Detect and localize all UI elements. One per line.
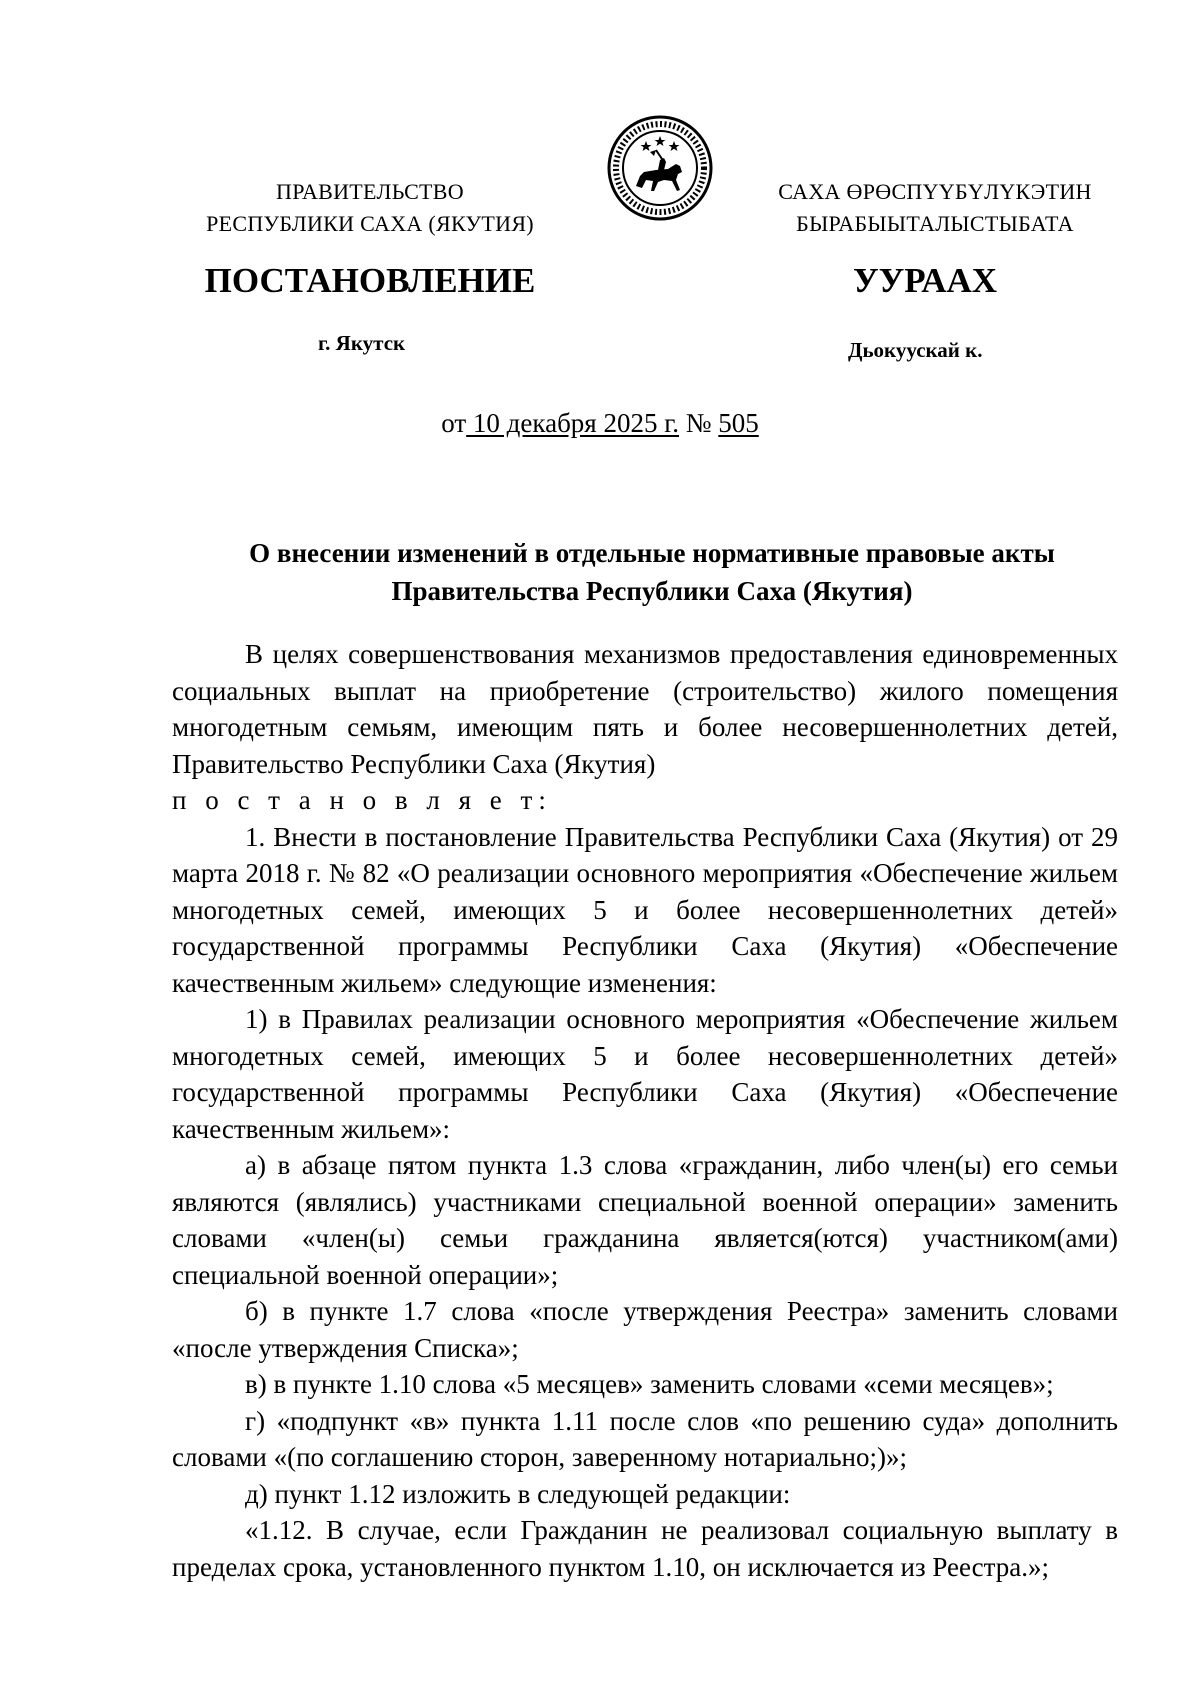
document-body xyxy=(172,636,1118,1585)
header-left-line1: ПРАВИТЕЛЬСТВО xyxy=(276,179,464,204)
document-number: 505 xyxy=(718,408,759,438)
coat-of-arms-emblem xyxy=(606,114,714,222)
title-line2: Правительства Республики Саха (Якутия) xyxy=(391,576,913,606)
number-sign: № xyxy=(679,408,719,438)
date-and-number-line xyxy=(300,406,900,440)
date-prefix: от xyxy=(441,408,467,438)
header-right-line2: БЫРАБЫЫТАЛЫСТЫБАТА xyxy=(796,211,1074,236)
paragraph-subitem-1: 1) в Правилах реализации основного мероприятия «Обеспечение жильем многодетных семей, имеющих 5 и более несовершеннолетних детей» государственной программы Республики Саха (Якутия) «Обеспечение качественным жильем»: xyxy=(172,1004,1118,1144)
paragraph-preamble: В целях совершенствования механизмов предоставления единовременных социальных выплат на приобретение (строительство) жилого помещения многодетным семьям, имеющим пять и более несовершеннолетних детей, Правительство Республики Саха (Якутия) xyxy=(172,639,1118,779)
government-header-yakut xyxy=(740,176,1130,240)
paragraph-subitem-v: в) в пункте 1.10 слова «5 месяцев» заменить словами «семи месяцев»; xyxy=(245,1369,1054,1399)
doc-type-russian: ПОСТАНОВЛЕНИЕ xyxy=(204,261,536,300)
paragraph-subitem-d: д) пункт 1.12 изложить в следующей редакции: xyxy=(245,1478,791,1509)
paragraph-item-1: 1. Внести в постановление Правительства Республики Саха (Якутия) от 29 марта 2018 г. № 82 «О реализации основного мероприятия «Обеспечение жильем многодетных семей, имеющих 5 и более несовершеннолетних детей» государственной программы Республики Саха (Якутия) «Обеспечение качественным жильем» следующие изменения: xyxy=(172,821,1118,998)
paragraph-resolves: п о с т а н о в л я е т: xyxy=(172,785,552,815)
city-russian: г. Якутск xyxy=(318,331,406,355)
paragraph-new-1-12: «1.12. В случае, если Гражданин не реализовал социальную выплату в пределах срока, установленного пунктом 1.10, он исключается из Реестра.»; xyxy=(172,1515,1118,1582)
document-title xyxy=(172,534,1132,610)
header-right-line1: САХА ӨРӨСПҮҮБҮЛҮКЭТИН xyxy=(778,179,1092,204)
title-line1: О внесении изменений в отдельные нормативные правовые акты xyxy=(249,538,1055,568)
paragraph-subitem-g: г) «подпункт «в» пункта 1.11 после слов «по решению суда» дополнить словами «(по соглашению сторон, заверенному нотариально;)»; xyxy=(172,1405,1118,1472)
header-left-line2: РЕСПУБЛИКИ САХА (ЯКУТИЯ) xyxy=(206,211,534,236)
city-yakut: Дьокуускай к. xyxy=(848,338,983,362)
doc-type-yakut: УУРААХ xyxy=(852,261,998,300)
paragraph-subitem-a: а) в абзаце пятом пункта 1.3 слова «гражданин, либо член(ы) его семьи являются (являлись) участниками специальной военной операции» заменить словами «член(ы) семьи гражданина является(ются) участником(ами) специальной военной операции»; xyxy=(172,1150,1118,1290)
government-header-russian xyxy=(170,176,570,240)
paragraph-subitem-b: б) в пункте 1.7 слова «после утверждения Реестра» заменить словами «после утверждения Списка»; xyxy=(172,1296,1118,1363)
document-date: 10 декабря 2025 г. xyxy=(466,408,680,438)
